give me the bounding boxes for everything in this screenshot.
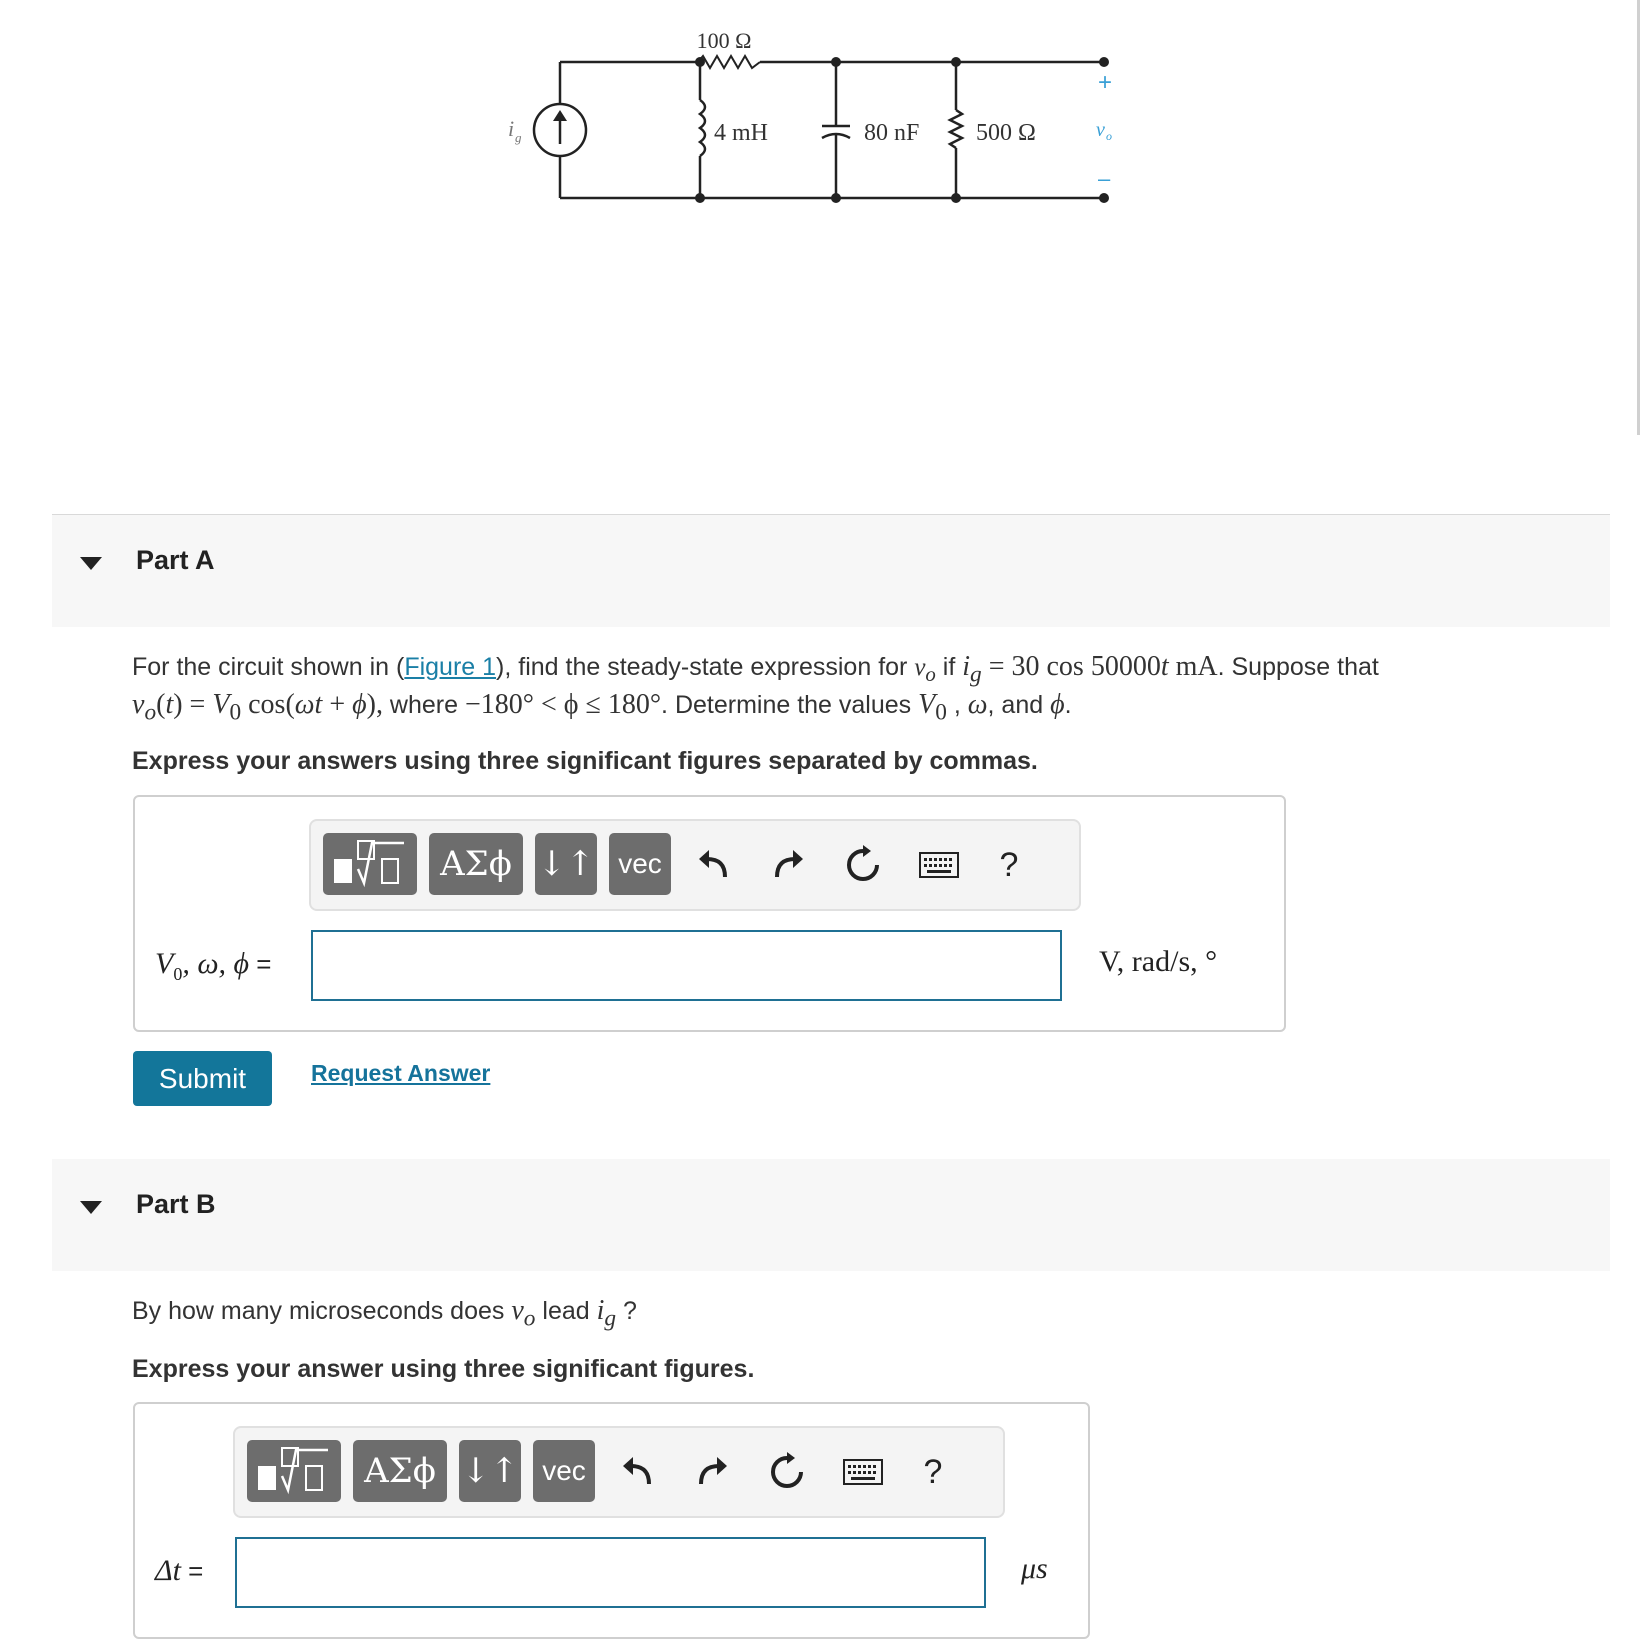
part-b-variable-label: Δt = [155, 1554, 204, 1587]
circuit-diagram [498, 0, 1138, 378]
part-b-answer-box [133, 1402, 1090, 1639]
part-b-math-toolbar [233, 1426, 1005, 1518]
circuit-figure [498, 0, 1138, 378]
submit-button[interactable]: Submit [133, 1051, 272, 1106]
part-b-title: Part B [136, 1189, 216, 1219]
collapse-triangle-icon[interactable] [80, 557, 102, 570]
part-a-units: V, rad/s, ° [1099, 945, 1218, 978]
part-b-units: μs [1021, 1552, 1048, 1585]
redo-icon[interactable] [691, 1450, 735, 1494]
part-a-header[interactable] [52, 514, 1610, 627]
part-a-problem-line2: $v_o(t) = V_0$ cos(ωt + ϕ), where −180° < ϕ ≤ 180°. Determine the values $V_0$ , ω, and ϕ. [132, 689, 1072, 726]
collapse-triangle-icon[interactable] [80, 1201, 102, 1214]
figure-link[interactable]: Figure 1 [404, 653, 497, 681]
part-a-problem-line1: For the circuit shown in (Figure 1), find the steady-state expression for $v_o$ if $i_g = 30$ cos 50000t mA. Suppose that [132, 651, 1379, 688]
part-a-math-toolbar [309, 819, 1081, 911]
part-a-answer-box [133, 795, 1286, 1032]
keyboard-icon[interactable] [839, 1450, 887, 1494]
reset-icon[interactable] [841, 843, 885, 887]
minus-sign: – [1098, 166, 1111, 191]
part-a-variable-label: $V_0$, ω, ϕ = [155, 947, 272, 984]
part-a-instruction: Express your answers using three significant figures separated by commas. [132, 747, 1038, 775]
part-b-instruction: Express your answer using three significant figures. [132, 1355, 755, 1383]
undo-icon[interactable] [691, 843, 735, 887]
arrows-button[interactable]: ↓↑ [535, 833, 597, 895]
vo-label: v [1096, 119, 1105, 141]
fraction-sqrt-icon [330, 839, 410, 889]
templates-button[interactable] [247, 1440, 341, 1502]
part-a-answer-input[interactable] [311, 930, 1062, 1001]
part-b-header[interactable] [52, 1159, 1610, 1271]
help-icon[interactable]: ? [923, 1452, 943, 1491]
undo-icon[interactable] [615, 1450, 659, 1494]
vec-button[interactable]: vec [609, 833, 671, 895]
templates-button[interactable] [323, 833, 417, 895]
part-a-title: Part A [136, 545, 215, 575]
vo-sub: o [1106, 129, 1112, 143]
arrows-button[interactable]: ↓↑ [459, 1440, 521, 1502]
greek-symbols-button[interactable]: ΑΣϕ [353, 1440, 447, 1502]
source-sub: g [515, 130, 522, 145]
source-label: i [508, 116, 515, 141]
greek-symbols-button[interactable]: ΑΣϕ [429, 833, 523, 895]
redo-icon[interactable] [767, 843, 811, 887]
help-icon[interactable]: ? [999, 845, 1019, 884]
vec-button[interactable]: vec [533, 1440, 595, 1502]
reset-icon[interactable] [765, 1450, 809, 1494]
plus-sign: + [1098, 69, 1113, 96]
keyboard-icon[interactable] [915, 843, 963, 887]
r2-label: 500 Ω [976, 120, 1036, 146]
capacitor-label: 80 nF [864, 120, 920, 146]
part-b-answer-input[interactable] [235, 1537, 986, 1608]
r1-label: 100 Ω [696, 28, 752, 53]
request-answer-link[interactable]: Request Answer [311, 1060, 491, 1086]
part-b-problem: By how many microseconds does $v_o$ lead $i_g$ ? [132, 1295, 637, 1332]
fraction-sqrt-icon [254, 1446, 334, 1496]
inductor-label: 4 mH [714, 120, 768, 146]
